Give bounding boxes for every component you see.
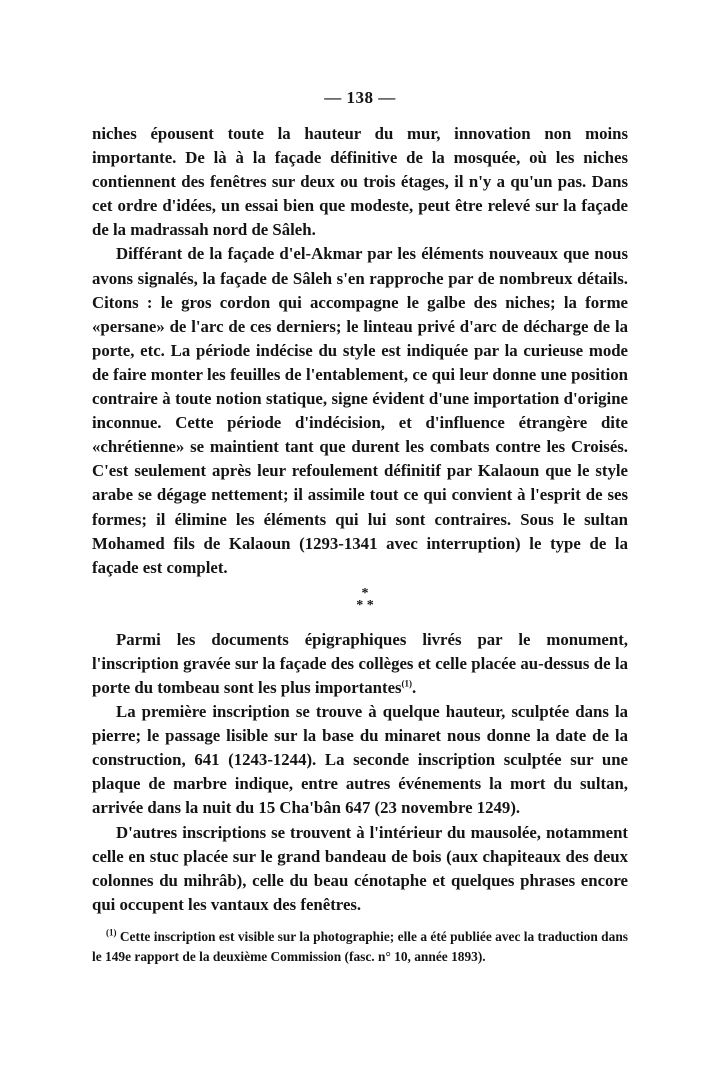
separator-star-top: * <box>361 585 369 601</box>
paragraph-2: Différant de la façade d'el-Akmar par les éléments nouveaux que nous avons signalés, la façade de Sâleh s'en rapproche par de nombreux détails. Citons : le gros cordon qui accompagne le galbe des niches; la forme «persane» de l'arc de ces derniers; le linteau privé d'arc de décharge de la porte, etc. La période indécise du style est indiquée par la curieuse mode de faire monter les feuilles de l'entablement, ce qui leur donne une position contraire à toute notion statique, signe évident d'une importation d'origine inconnue. Cette période d'indécision, et d'influence étrangère dite «chrétienne» se maintient tant que durent les combats contre les Croisés. C'est seulement après leur refoulement définitif par Kalaoun que le style arabe se dégage nettement; il assimile tout ce qui convient à l'esprit de ses formes; il élimine les éléments qui lui sont contraires. Sous le sultan Mohamed fils de Kalaoun (1293-1341 avec interruption) le type de la façade est complet. <box>92 244 628 577</box>
paragraph-5: D'autres inscriptions se trouvent à l'intérieur du mausolée, notamment celle en stuc placée sur le grand bandeau de bois (aux chapiteaux des deux colonnes du mihrâb), celle du beau cénotaphe et quelques phrases encore qui occupent les vantaux des fenêtres. <box>92 822 628 914</box>
footnote <box>92 927 628 967</box>
document-page <box>92 88 628 967</box>
footnote-text: Cette inscription est visible sur la photographie; elle a été publiée avec la traduction dans le 149e rapport de la deuxième Commission (fasc. n° 10, année 1893). <box>92 928 628 964</box>
page-number: — 138 — <box>324 88 396 107</box>
footnote-reference: (1) <box>401 678 413 689</box>
section-separator <box>92 585 628 613</box>
separator-stars-bottom: * * <box>356 597 374 613</box>
paragraph-3 <box>92 628 628 700</box>
paragraph-1: niches épousent toute la hauteur du mur, innovation non moins importante. De là à la façade définitive de la mosquée, où les niches contiennent des fenêtres sur deux ou trois étages, il n'y a qu'un pas. Dans cet ordre d'idées, un essai bien que modeste, peut être relevé sur la façade de la madrassah nord de Sâleh. <box>92 124 628 240</box>
footnote-mark: (1) <box>106 927 117 938</box>
paragraph-3-text: Parmi les documents épigraphiques livrés par le monument, l'inscription gravée sur la façade des collèges et celle placée au-dessus de la porte du tombeau sont les plus importantes <box>92 629 628 697</box>
paragraph-3-end: . <box>412 677 417 697</box>
paragraph-4: La première inscription se trouve à quelque hauteur, sculptée dans la pierre; le passage lisible sur la base du minaret nous donne la date de la construction, 641 (1243-1244). La seconde inscription sculptée sur une plaque de marbre indique, entre autres événements la mort du sultan, arrivée dans la nuit du 15 Cha'bân 647 (23 novembre 1249). <box>92 702 628 818</box>
